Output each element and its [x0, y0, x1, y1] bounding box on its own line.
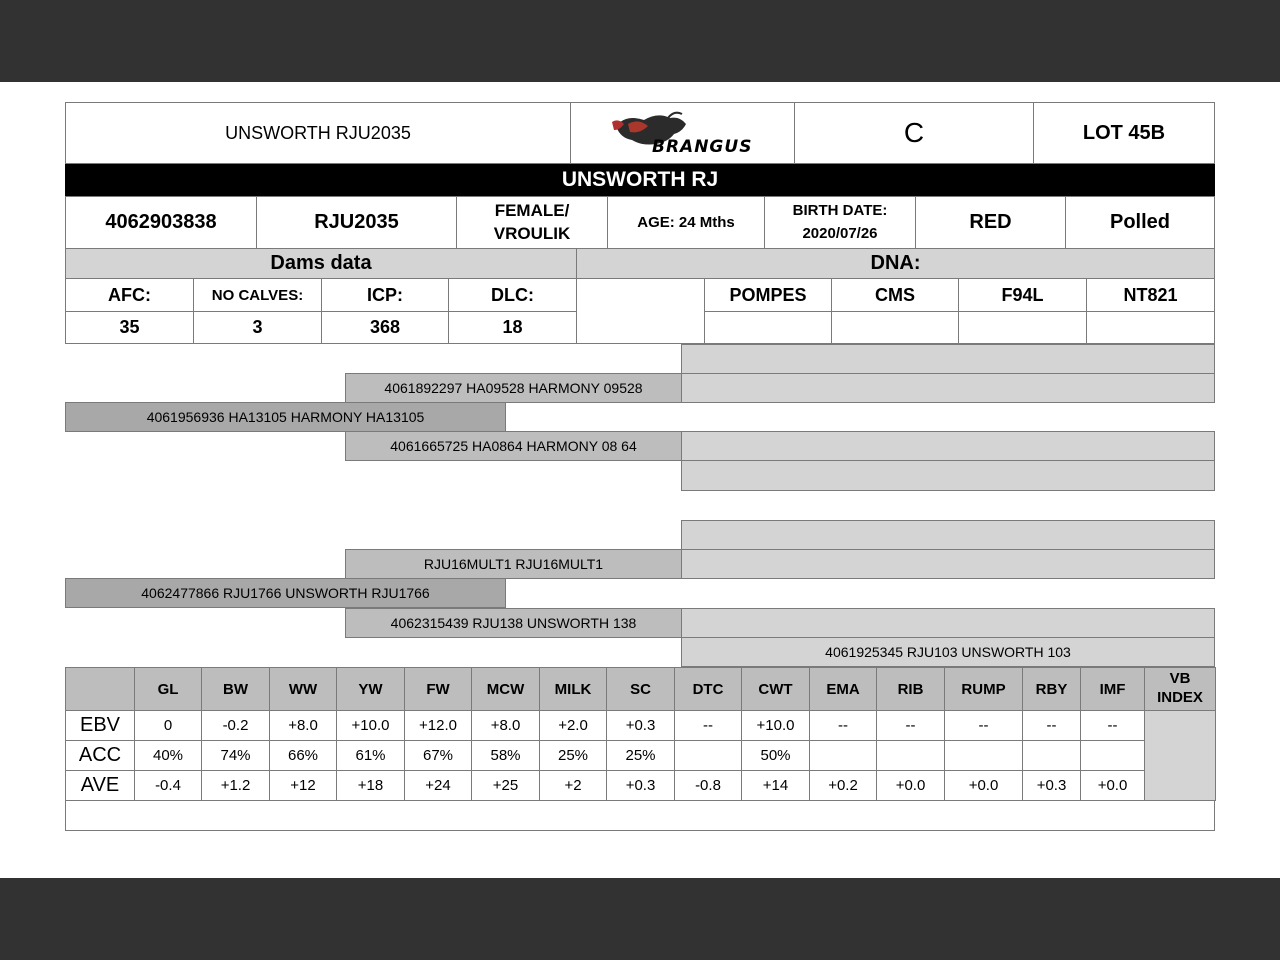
ebv-cell: 74% [201, 740, 270, 771]
ebv-cell: +10.0 [336, 710, 405, 741]
dams-value-afc: 35 [65, 311, 194, 344]
ebv-cell: +2 [539, 770, 607, 801]
dams-value-no-calves: 3 [193, 311, 322, 344]
bull-logo-icon [608, 108, 758, 158]
ebv-header-ww: WW [269, 667, 337, 711]
ebv-cell: 25% [606, 740, 675, 771]
ebv-cell: 66% [269, 740, 337, 771]
ebv-cell: +0.0 [944, 770, 1023, 801]
ebv-header-yw: YW [336, 667, 405, 711]
ebv-cell: -- [876, 710, 945, 741]
ebv-cell: 40% [134, 740, 202, 771]
sale-lot-card [0, 82, 1280, 878]
dams-header-no-calves: NO CALVES: [193, 278, 322, 312]
ebv-header-sc: SC [606, 667, 675, 711]
ebv-cell: 67% [404, 740, 472, 771]
ebv-cell: +2.0 [539, 710, 607, 741]
ebv-cell: -- [674, 710, 742, 741]
pedigree-dam-dam-dam: 4061925345 RJU103 UNSWORTH 103 [681, 637, 1215, 667]
pedigree-blank-cell [681, 344, 1215, 374]
pedigree-blank-cell [681, 549, 1215, 579]
ebv-cell: 58% [471, 740, 540, 771]
horn-status: Polled [1065, 196, 1215, 249]
pedigree-blank-cell [681, 608, 1215, 638]
dams-value-icp: 368 [321, 311, 449, 344]
ebv-cell: +18 [336, 770, 405, 801]
ebv-header-imf: IMF [1080, 667, 1145, 711]
dna-header-nt821: NT821 [1086, 278, 1215, 312]
dna-header-pompes: POMPES [704, 278, 832, 312]
logo-text: BRANGUS [651, 137, 752, 157]
ident-code: RJU2035 [256, 196, 457, 249]
ebv-cell: +0.0 [876, 770, 945, 801]
dams-header-afc: AFC: [65, 278, 194, 312]
ebv-cell [809, 740, 877, 771]
ebv-cell: 50% [741, 740, 810, 771]
ebv-cell [1080, 740, 1145, 771]
dna-title: DNA: [576, 248, 1215, 279]
lot-number: LOT 45B [1033, 102, 1215, 164]
ebv-header-ema: EMA [809, 667, 877, 711]
ebv-cell: +10.0 [741, 710, 810, 741]
ebv-cell: +12 [269, 770, 337, 801]
brangus-logo [570, 102, 795, 164]
ebv-cell: +24 [404, 770, 472, 801]
pedigree-sire: 4061956936 HA13105 HARMONY HA13105 [65, 402, 506, 432]
ebv-row-label-ave: AVE [65, 770, 135, 801]
ebv-cell: +0.0 [1080, 770, 1145, 801]
animal-name-id: UNSWORTH RJU2035 [65, 102, 571, 164]
ebv-cell: -- [944, 710, 1023, 741]
pedigree-dam-sire: RJU16MULT1 RJU16MULT1 [345, 549, 682, 579]
ebv-header-gl: GL [134, 667, 202, 711]
ebv-cell: +0.3 [606, 770, 675, 801]
ebv-cell: +14 [741, 770, 810, 801]
registration-number: 4062903838 [65, 196, 257, 249]
ebv-header-dtc: DTC [674, 667, 742, 711]
ebv-cell [876, 740, 945, 771]
dna-value-nt821 [1086, 311, 1215, 344]
dams-header-icp: ICP: [321, 278, 449, 312]
dams-data-title: Dams data [65, 248, 577, 279]
dams-value-dlc: 18 [448, 311, 577, 344]
age: AGE: 24 Mths [607, 196, 765, 249]
grade: C [794, 102, 1034, 164]
ebv-header-corner [65, 667, 135, 711]
ebv-header-rump: RUMP [944, 667, 1023, 711]
ebv-cell: +1.2 [201, 770, 270, 801]
ebv-cell: +8.0 [471, 710, 540, 741]
ebv-cell: +0.3 [1022, 770, 1081, 801]
pedigree-dam-dam: 4062315439 RJU138 UNSWORTH 138 [345, 608, 682, 638]
ebv-cell [1022, 740, 1081, 771]
ebv-cell: -- [1080, 710, 1145, 741]
dna-value-f94l [958, 311, 1087, 344]
ebv-cell: 0 [134, 710, 202, 741]
pedigree-sire-dam: 4061665725 HA0864 HARMONY 08 64 [345, 431, 682, 461]
ebv-cell: -0.8 [674, 770, 742, 801]
dna-header-f94l: F94L [958, 278, 1087, 312]
ebv-cell: 61% [336, 740, 405, 771]
ebv-cell [944, 740, 1023, 771]
pedigree-blank-cell [681, 520, 1215, 550]
pedigree-sire-sire: 4061892297 HA09528 HARMONY 09528 [345, 373, 682, 403]
ebv-cell: -0.4 [134, 770, 202, 801]
ebv-header-mcw: MCW [471, 667, 540, 711]
sex: FEMALE/ VROULIK [456, 196, 608, 249]
dna-value-cms [831, 311, 959, 344]
ebv-header-rby: RBY [1022, 667, 1081, 711]
ebv-cell: -- [1022, 710, 1081, 741]
pedigree-blank-cell [681, 373, 1215, 403]
dams-header-dlc: DLC: [448, 278, 577, 312]
dna-header-cms: CMS [831, 278, 959, 312]
ebv-header-milk: MILK [539, 667, 607, 711]
ebv-cell: 25% [539, 740, 607, 771]
ebv-header-vb-index: VB INDEX [1144, 667, 1216, 711]
ebv-cell: -0.2 [201, 710, 270, 741]
dna-blank-cell [576, 278, 705, 344]
vb-index-value [1144, 710, 1216, 801]
colour: RED [915, 196, 1066, 249]
ebv-cell: +25 [471, 770, 540, 801]
birth-date: BIRTH DATE: 2020/07/26 [764, 196, 916, 249]
dna-value-pompes [704, 311, 832, 344]
ebv-cell: +8.0 [269, 710, 337, 741]
ebv-cell [674, 740, 742, 771]
pedigree-blank-cell [681, 460, 1215, 491]
ebv-footer-row [65, 800, 1215, 831]
ebv-header-cwt: CWT [741, 667, 810, 711]
pedigree-dam: 4062477866 RJU1766 UNSWORTH RJU1766 [65, 578, 506, 608]
pedigree-blank-cell [681, 431, 1215, 461]
ebv-row-label-acc: ACC [65, 740, 135, 771]
breeder-banner: UNSWORTH RJ [65, 164, 1215, 196]
ebv-header-fw: FW [404, 667, 472, 711]
ebv-cell: +0.2 [809, 770, 877, 801]
ebv-cell: -- [809, 710, 877, 741]
ebv-row-label-ebv: EBV [65, 710, 135, 741]
ebv-header-bw: BW [201, 667, 270, 711]
ebv-cell: +12.0 [404, 710, 472, 741]
ebv-header-rib: RIB [876, 667, 945, 711]
ebv-cell: +0.3 [606, 710, 675, 741]
